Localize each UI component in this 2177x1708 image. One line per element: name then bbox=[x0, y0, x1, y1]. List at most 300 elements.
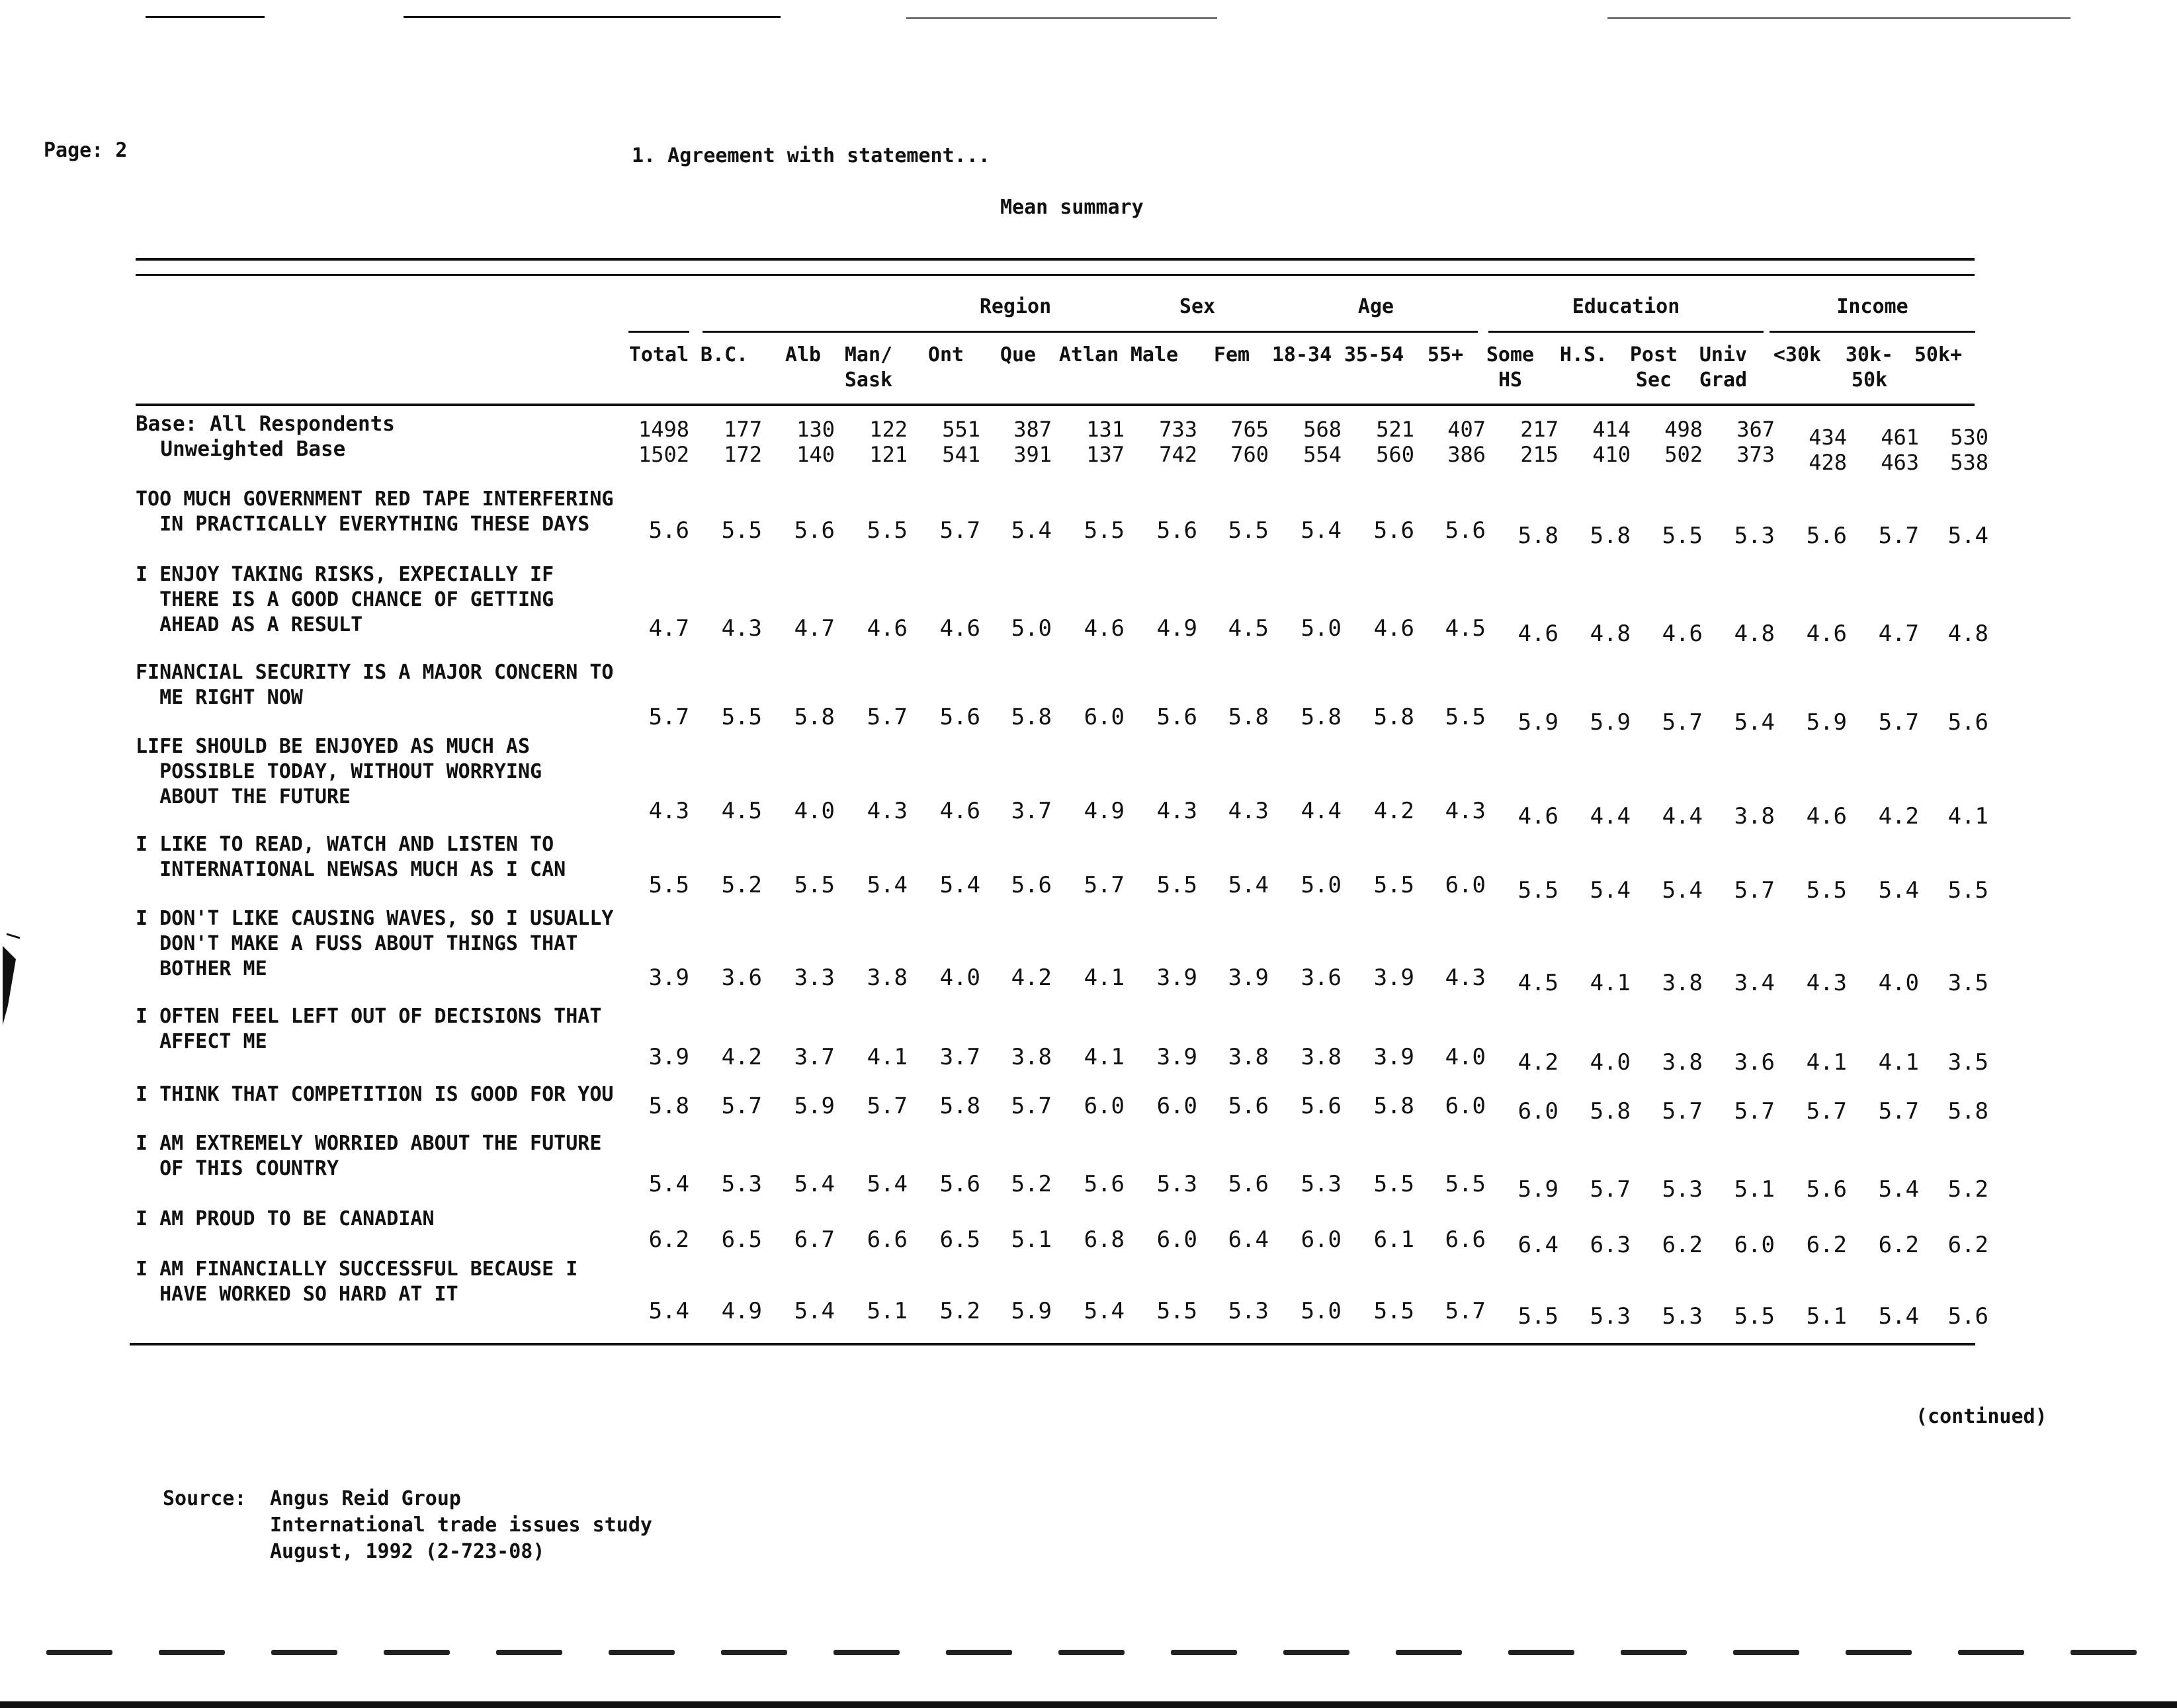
mean-value-cell: 4.4 bbox=[1301, 798, 1342, 824]
column-header: Fem bbox=[1213, 343, 1250, 366]
mean-value-cell: 5.0 bbox=[1011, 615, 1052, 642]
mean-value-cell: 3.8 bbox=[1734, 803, 1775, 830]
mean-value-cell: 5.8 bbox=[648, 1093, 689, 1119]
group-underline bbox=[1132, 331, 1262, 333]
mean-value-cell: 5.9 bbox=[1517, 1176, 1558, 1203]
mean-value-cell: 5.6 bbox=[1084, 1171, 1125, 1197]
mean-value-cell: 5.7 bbox=[721, 1093, 762, 1119]
mean-value-cell: 4.5 bbox=[1228, 615, 1269, 642]
mean-value-cell: 4.5 bbox=[721, 798, 762, 824]
mean-value-cell: 4.1 bbox=[1947, 803, 1988, 830]
mean-value-cell: 5.3 bbox=[721, 1171, 762, 1197]
statement-label: I LIKE TO READ, WATCH AND LISTEN TO INTERNATIONAL NEWSAS MUCH AS I CAN bbox=[136, 833, 566, 881]
mean-value-cell: 3.8 bbox=[867, 964, 908, 991]
mean-value-cell: 4.3 bbox=[1228, 798, 1269, 824]
mean-value-cell: 5.4 bbox=[867, 1171, 908, 1197]
mean-value-cell: 4.3 bbox=[867, 798, 908, 824]
mean-value-cell: 5.5 bbox=[648, 872, 689, 898]
column-header: H.S. bbox=[1559, 343, 1608, 366]
mean-value-cell: 5.5 bbox=[867, 517, 908, 544]
mean-value-cell: 5.7 bbox=[1011, 1093, 1052, 1119]
mean-value-cell: 5.5 bbox=[1947, 877, 1988, 904]
group-header: Region bbox=[979, 295, 1052, 318]
table-top-rule-2 bbox=[136, 274, 1975, 276]
mean-value-cell: 5.5 bbox=[1156, 1298, 1197, 1324]
base-label: Base: All Respondents Unweighted Base bbox=[136, 412, 395, 461]
mean-value-cell: 5.7 bbox=[1734, 877, 1775, 904]
mean-value-cell: 6.0 bbox=[1734, 1232, 1775, 1258]
mean-value-cell: 4.7 bbox=[794, 615, 835, 642]
mean-value-cell: 5.7 bbox=[648, 704, 689, 730]
mean-value-cell: 5.5 bbox=[1806, 877, 1847, 904]
base-count-cell: 367 373 bbox=[1736, 417, 1775, 467]
footer-dash bbox=[833, 1650, 900, 1655]
mean-value-cell: 5.7 bbox=[1084, 872, 1125, 898]
statement-label: TOO MUCH GOVERNMENT RED TAPE INTERFERING IN PRACTICALLY EVERYTHING THESE DAYS bbox=[136, 488, 614, 536]
statement-label: I AM PROUD TO BE CANADIAN bbox=[136, 1207, 435, 1230]
column-header: 35-54 bbox=[1344, 343, 1404, 366]
mean-value-cell: 5.5 bbox=[1228, 517, 1269, 544]
group-underline bbox=[1488, 331, 1764, 333]
group-underline bbox=[1274, 331, 1478, 333]
mean-value-cell: 3.6 bbox=[1301, 964, 1342, 991]
mean-value-cell: 5.5 bbox=[1662, 523, 1703, 549]
mean-value-cell: 4.3 bbox=[1445, 964, 1486, 991]
mean-value-cell: 4.6 bbox=[1517, 803, 1558, 830]
mean-value-cell: 4.9 bbox=[1156, 615, 1197, 642]
base-count-cell: 733 742 bbox=[1159, 417, 1197, 467]
mean-value-cell: 5.3 bbox=[1590, 1303, 1631, 1330]
mean-value-cell: 4.1 bbox=[1806, 1049, 1847, 1076]
table-title: 1. Agreement with statement... bbox=[632, 144, 990, 167]
mean-value-cell: 5.9 bbox=[1517, 709, 1558, 736]
footer-dash bbox=[46, 1650, 112, 1655]
mean-value-cell: 5.9 bbox=[794, 1093, 835, 1119]
mean-value-cell: 4.0 bbox=[1445, 1044, 1486, 1070]
top-scan-line bbox=[404, 16, 781, 18]
base-count-cell: 177 172 bbox=[724, 417, 762, 467]
mean-value-cell: 5.7 bbox=[1590, 1176, 1631, 1203]
mean-value-cell: 5.7 bbox=[939, 517, 980, 544]
mean-value-cell: 5.6 bbox=[1228, 1093, 1269, 1119]
base-count-cell: 551 541 bbox=[942, 417, 980, 467]
mean-value-cell: 5.5 bbox=[1156, 872, 1197, 898]
mean-value-cell: 5.4 bbox=[1734, 709, 1775, 736]
statement-label: I DON'T LIKE CAUSING WAVES, SO I USUALLY DON'T MAKE A FUSS ABOUT THINGS THAT BOTHER ME bbox=[136, 907, 614, 980]
mean-value-cell: 5.3 bbox=[1734, 523, 1775, 549]
mean-value-cell: 3.8 bbox=[1662, 1049, 1703, 1076]
mean-value-cell: 5.7 bbox=[1878, 1098, 1919, 1125]
column-header: 55+ bbox=[1427, 343, 1464, 366]
mean-value-cell: 6.0 bbox=[1084, 704, 1125, 730]
column-header: Atlan bbox=[1058, 343, 1119, 366]
mean-value-cell: 3.7 bbox=[1011, 798, 1052, 824]
mean-value-cell: 6.4 bbox=[1228, 1226, 1269, 1253]
mean-value-cell: 5.2 bbox=[721, 872, 762, 898]
mean-value-cell: 4.6 bbox=[939, 615, 980, 642]
mean-value-cell: 3.8 bbox=[1301, 1044, 1342, 1070]
base-count-cell: 498 502 bbox=[1664, 417, 1703, 467]
base-count-cell: 765 760 bbox=[1230, 417, 1269, 467]
mean-value-cell: 3.8 bbox=[1662, 970, 1703, 996]
mean-value-cell: 3.5 bbox=[1947, 970, 1988, 996]
statement-label: I OFTEN FEEL LEFT OUT OF DECISIONS THAT AFFECT ME bbox=[136, 1005, 602, 1053]
mean-value-cell: 4.6 bbox=[1806, 620, 1847, 647]
top-scan-line bbox=[906, 17, 1217, 19]
mean-value-cell: 6.5 bbox=[939, 1226, 980, 1253]
column-header: Total bbox=[628, 343, 689, 366]
base-count-cell: 130 140 bbox=[796, 417, 835, 467]
mean-value-cell: 5.2 bbox=[1011, 1171, 1052, 1197]
mean-value-cell: 4.6 bbox=[1084, 615, 1125, 642]
mean-value-cell: 5.2 bbox=[1947, 1176, 1988, 1203]
column-header-underline bbox=[136, 404, 1975, 406]
mean-value-cell: 5.5 bbox=[1445, 1171, 1486, 1197]
column-header: <30k bbox=[1773, 343, 1822, 366]
column-header: Male bbox=[1130, 343, 1179, 366]
mean-value-cell: 5.5 bbox=[1373, 1298, 1414, 1324]
mean-value-cell: 5.5 bbox=[1445, 704, 1486, 730]
group-header: Education bbox=[1572, 295, 1680, 318]
mean-value-cell: 5.6 bbox=[794, 517, 835, 544]
mean-value-cell: 3.4 bbox=[1734, 970, 1775, 996]
mean-value-cell: 5.3 bbox=[1662, 1303, 1703, 1330]
mean-value-cell: 4.3 bbox=[1156, 798, 1197, 824]
base-count-cell: 217 215 bbox=[1520, 417, 1558, 467]
mean-value-cell: 6.6 bbox=[867, 1226, 908, 1253]
mean-value-cell: 4.2 bbox=[1011, 964, 1052, 991]
mean-value-cell: 4.2 bbox=[1517, 1049, 1558, 1076]
mean-value-cell: 5.4 bbox=[1228, 872, 1269, 898]
mean-value-cell: 5.7 bbox=[1878, 709, 1919, 736]
column-header: Univ Grad bbox=[1699, 343, 1748, 392]
mean-value-cell: 4.8 bbox=[1947, 620, 1988, 647]
footer-dash bbox=[159, 1650, 225, 1655]
mean-value-cell: 4.3 bbox=[721, 615, 762, 642]
continued-note: (continued) bbox=[1916, 1405, 2047, 1428]
mean-value-cell: 6.2 bbox=[1662, 1232, 1703, 1258]
table-subtitle: Mean summary bbox=[1000, 196, 1144, 219]
mean-value-cell: 5.6 bbox=[648, 517, 689, 544]
mean-value-cell: 6.0 bbox=[1517, 1098, 1558, 1125]
column-header: 18-34 bbox=[1271, 343, 1332, 366]
mean-value-cell: 6.0 bbox=[1301, 1226, 1342, 1253]
mean-value-cell: 5.5 bbox=[1517, 1303, 1558, 1330]
page-label: Page: 2 bbox=[44, 139, 128, 162]
mean-value-cell: 5.7 bbox=[1734, 1098, 1775, 1125]
mean-value-cell: 5.5 bbox=[721, 517, 762, 544]
mean-value-cell: 3.6 bbox=[1734, 1049, 1775, 1076]
mean-value-cell: 3.9 bbox=[1156, 1044, 1197, 1070]
mean-value-cell: 5.6 bbox=[1156, 704, 1197, 730]
footer-dash bbox=[1171, 1650, 1237, 1655]
mean-value-cell: 5.7 bbox=[1806, 1098, 1847, 1125]
mean-value-cell: 3.9 bbox=[648, 964, 689, 991]
source-line: Angus Reid Group bbox=[270, 1487, 461, 1510]
mean-value-cell: 6.0 bbox=[1156, 1226, 1197, 1253]
source-line: August, 1992 (2-723-08) bbox=[270, 1540, 545, 1563]
mean-value-cell: 5.0 bbox=[1301, 1298, 1342, 1324]
mean-value-cell: 5.4 bbox=[648, 1298, 689, 1324]
mean-value-cell: 6.0 bbox=[1084, 1093, 1125, 1119]
mean-value-cell: 4.6 bbox=[1373, 615, 1414, 642]
mean-value-cell: 3.8 bbox=[1228, 1044, 1269, 1070]
footer-dash bbox=[384, 1650, 450, 1655]
mean-value-cell: 5.6 bbox=[1301, 1093, 1342, 1119]
total-underline bbox=[628, 331, 689, 333]
statement-label: I THINK THAT COMPETITION IS GOOD FOR YOU bbox=[136, 1083, 614, 1106]
group-header: Age bbox=[1357, 295, 1394, 318]
base-count-cell: 521 560 bbox=[1376, 417, 1414, 467]
mean-value-cell: 5.8 bbox=[1373, 704, 1414, 730]
base-count-cell: 568 554 bbox=[1303, 417, 1342, 467]
group-header: Sex bbox=[1179, 295, 1216, 318]
mean-value-cell: 4.6 bbox=[1662, 620, 1703, 647]
mean-value-cell: 5.0 bbox=[1301, 615, 1342, 642]
base-count-cell: 414 410 bbox=[1592, 417, 1631, 467]
column-header: Some HS bbox=[1486, 343, 1535, 392]
mean-value-cell: 5.4 bbox=[1878, 1176, 1919, 1203]
mean-value-cell: 6.8 bbox=[1084, 1226, 1125, 1253]
table-top-rule bbox=[136, 258, 1975, 261]
mean-value-cell: 4.1 bbox=[867, 1044, 908, 1070]
scan-mark bbox=[0, 926, 26, 1058]
mean-value-cell: 5.8 bbox=[1011, 704, 1052, 730]
mean-value-cell: 4.7 bbox=[1878, 620, 1919, 647]
mean-value-cell: 5.4 bbox=[1011, 517, 1052, 544]
mean-value-cell: 5.4 bbox=[1662, 877, 1703, 904]
footer-dash bbox=[1508, 1650, 1574, 1655]
statement-label: FINANCIAL SECURITY IS A MAJOR CONCERN TO ME RIGHT NOW bbox=[136, 661, 614, 709]
bottom-border bbox=[0, 1701, 2177, 1708]
mean-value-cell: 5.4 bbox=[648, 1171, 689, 1197]
mean-value-cell: 5.7 bbox=[1445, 1298, 1486, 1324]
base-count-cell: 407 386 bbox=[1447, 417, 1486, 467]
mean-value-cell: 4.9 bbox=[1084, 798, 1125, 824]
mean-value-cell: 3.9 bbox=[1156, 964, 1197, 991]
mean-value-cell: 5.4 bbox=[1301, 517, 1342, 544]
mean-value-cell: 3.9 bbox=[1373, 964, 1414, 991]
base-count-cell: 131 137 bbox=[1086, 417, 1125, 467]
mean-value-cell: 5.6 bbox=[1947, 1303, 1988, 1330]
footer-dash bbox=[1733, 1650, 1799, 1655]
mean-value-cell: 6.3 bbox=[1590, 1232, 1631, 1258]
mean-value-cell: 5.5 bbox=[1084, 517, 1125, 544]
mean-value-cell: 4.4 bbox=[1662, 803, 1703, 830]
mean-value-cell: 5.5 bbox=[794, 872, 835, 898]
mean-value-cell: 4.8 bbox=[1734, 620, 1775, 647]
mean-value-cell: 5.8 bbox=[939, 1093, 980, 1119]
mean-value-cell: 4.3 bbox=[648, 798, 689, 824]
source-label: Source: bbox=[163, 1487, 247, 1510]
mean-value-cell: 4.4 bbox=[1590, 803, 1631, 830]
column-header: Ont bbox=[927, 343, 964, 366]
mean-value-cell: 5.7 bbox=[867, 1093, 908, 1119]
base-count-cell: 1498 1502 bbox=[638, 417, 689, 467]
column-header: 30k- 50k bbox=[1845, 343, 1894, 392]
top-scan-line bbox=[146, 16, 265, 18]
table-bottom-rule bbox=[130, 1343, 1975, 1345]
mean-value-cell: 4.1 bbox=[1084, 964, 1125, 991]
mean-value-cell: 6.7 bbox=[794, 1226, 835, 1253]
column-header: Que bbox=[1000, 343, 1037, 366]
mean-value-cell: 5.6 bbox=[1228, 1171, 1269, 1197]
mean-value-cell: 5.4 bbox=[1878, 877, 1919, 904]
mean-value-cell: 5.5 bbox=[1373, 1171, 1414, 1197]
base-count-cell: 434 428 bbox=[1809, 425, 1847, 475]
mean-value-cell: 5.5 bbox=[1373, 872, 1414, 898]
mean-value-cell: 5.6 bbox=[1806, 1176, 1847, 1203]
mean-value-cell: 5.3 bbox=[1228, 1298, 1269, 1324]
group-header: Income bbox=[1836, 295, 1908, 318]
mean-value-cell: 5.3 bbox=[1301, 1171, 1342, 1197]
mean-value-cell: 5.9 bbox=[1806, 709, 1847, 736]
mean-value-cell: 5.2 bbox=[939, 1298, 980, 1324]
mean-value-cell: 5.4 bbox=[1947, 523, 1988, 549]
group-underline bbox=[1770, 331, 1975, 333]
footer-dash bbox=[721, 1650, 787, 1655]
mean-value-cell: 4.2 bbox=[1878, 803, 1919, 830]
mean-value-cell: 5.6 bbox=[939, 1171, 980, 1197]
mean-value-cell: 6.6 bbox=[1445, 1226, 1486, 1253]
mean-value-cell: 4.6 bbox=[1806, 803, 1847, 830]
mean-value-cell: 5.7 bbox=[1662, 1098, 1703, 1125]
mean-value-cell: 5.5 bbox=[1517, 877, 1558, 904]
mean-value-cell: 5.5 bbox=[721, 704, 762, 730]
mean-value-cell: 5.8 bbox=[1301, 704, 1342, 730]
mean-value-cell: 5.4 bbox=[794, 1298, 835, 1324]
column-header: Alb bbox=[785, 343, 822, 366]
mean-value-cell: 4.3 bbox=[1806, 970, 1847, 996]
mean-value-cell: 5.6 bbox=[1156, 517, 1197, 544]
footer-dash bbox=[1621, 1650, 1687, 1655]
column-header: B.C. bbox=[700, 343, 749, 366]
mean-value-cell: 4.8 bbox=[1590, 620, 1631, 647]
mean-value-cell: 4.0 bbox=[1590, 1049, 1631, 1076]
top-scan-line bbox=[1607, 17, 2070, 19]
mean-value-cell: 6.1 bbox=[1373, 1226, 1414, 1253]
footer-dash bbox=[1958, 1650, 2024, 1655]
mean-value-cell: 4.0 bbox=[939, 964, 980, 991]
mean-value-cell: 5.6 bbox=[1011, 872, 1052, 898]
mean-value-cell: 4.6 bbox=[1517, 620, 1558, 647]
mean-value-cell: 6.0 bbox=[1156, 1093, 1197, 1119]
mean-value-cell: 5.8 bbox=[1590, 523, 1631, 549]
footer-dash bbox=[271, 1650, 337, 1655]
mean-value-cell: 5.4 bbox=[794, 1171, 835, 1197]
column-header: Post Sec bbox=[1629, 343, 1678, 392]
footer-dash bbox=[946, 1650, 1012, 1655]
statement-label: LIFE SHOULD BE ENJOYED AS MUCH AS POSSIBLE TODAY, WITHOUT WORRYING ABOUT THE FUTURE bbox=[136, 735, 542, 808]
base-count-cell: 122 121 bbox=[869, 417, 908, 467]
mean-value-cell: 5.7 bbox=[867, 704, 908, 730]
mean-value-cell: 4.1 bbox=[1084, 1044, 1125, 1070]
mean-value-cell: 3.9 bbox=[648, 1044, 689, 1070]
mean-value-cell: 5.1 bbox=[1011, 1226, 1052, 1253]
source-line: International trade issues study bbox=[270, 1514, 652, 1537]
mean-value-cell: 4.0 bbox=[794, 798, 835, 824]
mean-value-cell: 4.7 bbox=[648, 615, 689, 642]
mean-value-cell: 6.5 bbox=[721, 1226, 762, 1253]
mean-value-cell: 6.0 bbox=[1445, 872, 1486, 898]
mean-value-cell: 5.1 bbox=[1806, 1303, 1847, 1330]
footer-dash bbox=[496, 1650, 562, 1655]
mean-value-cell: 6.2 bbox=[1806, 1232, 1847, 1258]
mean-value-cell: 5.4 bbox=[939, 872, 980, 898]
mean-value-cell: 4.2 bbox=[1373, 798, 1414, 824]
mean-value-cell: 5.4 bbox=[1084, 1298, 1125, 1324]
footer-dash bbox=[1396, 1650, 1462, 1655]
mean-value-cell: 5.6 bbox=[1806, 523, 1847, 549]
mean-value-cell: 5.3 bbox=[1662, 1176, 1703, 1203]
footer-dash bbox=[1058, 1650, 1125, 1655]
mean-value-cell: 6.2 bbox=[1878, 1232, 1919, 1258]
mean-value-cell: 5.6 bbox=[1445, 517, 1486, 544]
mean-value-cell: 4.1 bbox=[1590, 970, 1631, 996]
mean-value-cell: 5.1 bbox=[1734, 1176, 1775, 1203]
mean-value-cell: 5.6 bbox=[1373, 517, 1414, 544]
mean-value-cell: 5.3 bbox=[1156, 1171, 1197, 1197]
mean-value-cell: 5.9 bbox=[1590, 709, 1631, 736]
mean-value-cell: 5.0 bbox=[1301, 872, 1342, 898]
mean-value-cell: 3.3 bbox=[794, 964, 835, 991]
mean-value-cell: 3.6 bbox=[721, 964, 762, 991]
mean-value-cell: 5.1 bbox=[867, 1298, 908, 1324]
column-header: 50k+ bbox=[1914, 343, 1963, 366]
mean-value-cell: 3.9 bbox=[1228, 964, 1269, 991]
mean-value-cell: 5.4 bbox=[1878, 1303, 1919, 1330]
mean-value-cell: 5.8 bbox=[1517, 523, 1558, 549]
mean-value-cell: 3.8 bbox=[1011, 1044, 1052, 1070]
footer-dash bbox=[1846, 1650, 1912, 1655]
mean-value-cell: 5.7 bbox=[1878, 523, 1919, 549]
mean-value-cell: 6.0 bbox=[1445, 1093, 1486, 1119]
mean-value-cell: 5.6 bbox=[1947, 709, 1988, 736]
mean-value-cell: 5.8 bbox=[1228, 704, 1269, 730]
mean-value-cell: 5.8 bbox=[1947, 1098, 1988, 1125]
mean-value-cell: 5.4 bbox=[867, 872, 908, 898]
mean-value-cell: 4.0 bbox=[1878, 970, 1919, 996]
mean-value-cell: 6.2 bbox=[648, 1226, 689, 1253]
footer-dash bbox=[1283, 1650, 1349, 1655]
mean-value-cell: 4.1 bbox=[1878, 1049, 1919, 1076]
mean-value-cell: 4.6 bbox=[867, 615, 908, 642]
mean-value-cell: 3.7 bbox=[939, 1044, 980, 1070]
mean-value-cell: 3.5 bbox=[1947, 1049, 1988, 1076]
mean-value-cell: 5.5 bbox=[1734, 1303, 1775, 1330]
mean-value-cell: 3.9 bbox=[1373, 1044, 1414, 1070]
mean-value-cell: 5.8 bbox=[794, 704, 835, 730]
mean-value-cell: 6.4 bbox=[1517, 1232, 1558, 1258]
mean-value-cell: 5.6 bbox=[939, 704, 980, 730]
column-header: Man/ Sask bbox=[844, 343, 893, 392]
mean-value-cell: 3.7 bbox=[794, 1044, 835, 1070]
mean-value-cell: 6.2 bbox=[1947, 1232, 1988, 1258]
mean-value-cell: 4.2 bbox=[721, 1044, 762, 1070]
mean-value-cell: 5.9 bbox=[1011, 1298, 1052, 1324]
statement-label: I ENJOY TAKING RISKS, EXPECIALLY IF THERE IS A GOOD CHANCE OF GETTING AHEAD AS A RESULT bbox=[136, 563, 554, 636]
mean-value-cell: 4.5 bbox=[1517, 970, 1558, 996]
mean-value-cell: 4.5 bbox=[1445, 615, 1486, 642]
base-count-cell: 387 391 bbox=[1013, 417, 1052, 467]
footer-dash bbox=[609, 1650, 675, 1655]
statement-label: I AM FINANCIALLY SUCCESSFUL BECAUSE I HAVE WORKED SO HARD AT IT bbox=[136, 1258, 578, 1306]
footer-dash bbox=[2070, 1650, 2137, 1655]
mean-value-cell: 4.3 bbox=[1445, 798, 1486, 824]
base-count-cell: 461 463 bbox=[1881, 425, 1919, 475]
mean-value-cell: 4.9 bbox=[721, 1298, 762, 1324]
base-count-cell: 530 538 bbox=[1950, 425, 1988, 475]
